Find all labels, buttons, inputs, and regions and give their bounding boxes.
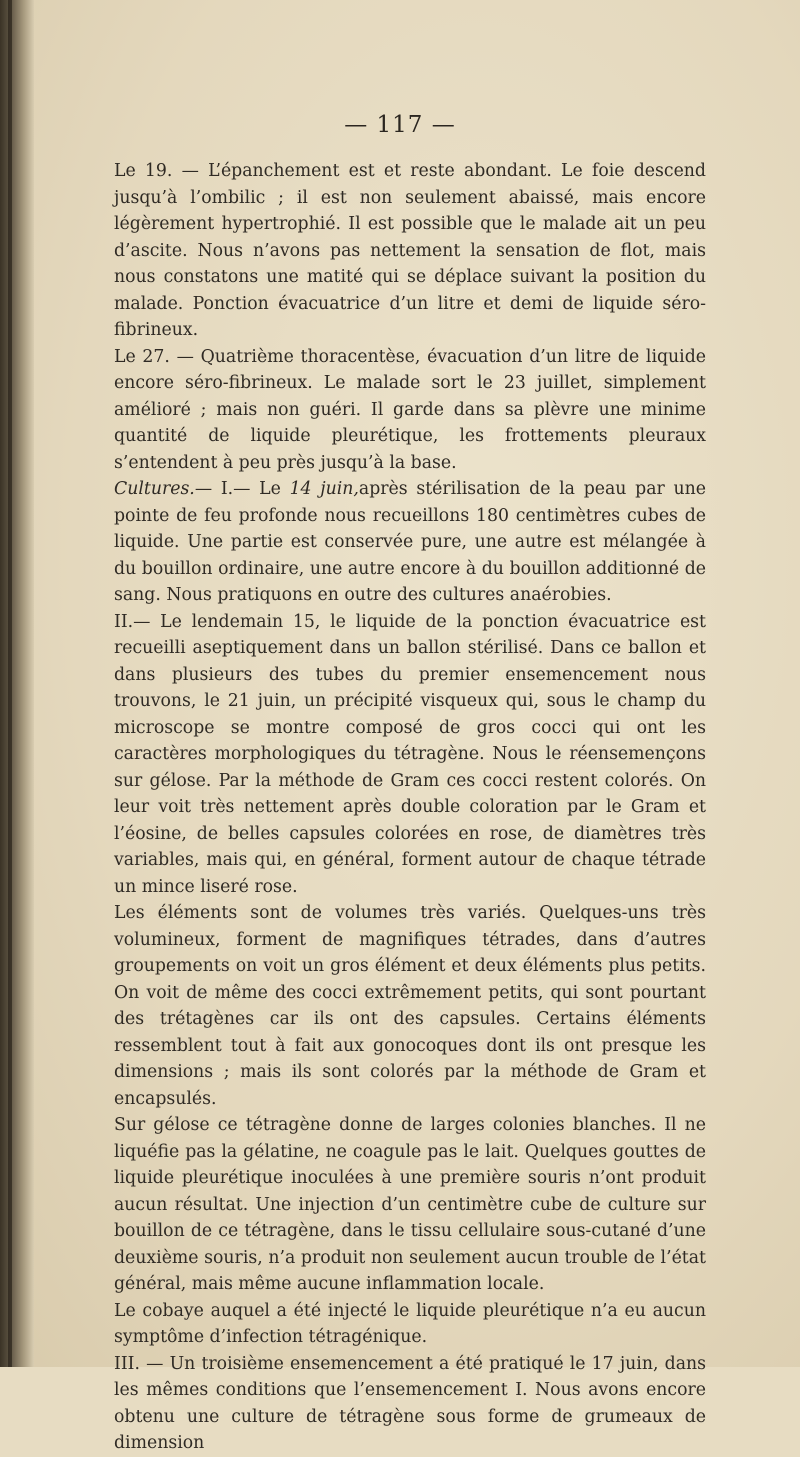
cultures-lead: — I.— Le (194, 479, 290, 499)
page-number: — 117 — (344, 112, 456, 138)
cultures-heading: Cultures. (114, 479, 195, 499)
paragraph-le-27: Le 27. — Quatrième thoracentèse, évacuation d’un litre de liquide encore séro-fibrineux. Le malade sort le 23 juillet, simplement amélioré ; mais non guéri. Il garde dans sa plèvre une minime quantité de liquide pleurétique, les frottements pleuraux s’entendent à peu près jusqu’à la base. (114, 346, 706, 473)
paragraph-elements: Les éléments sont de volumes très variés. Quelques-uns très volumineux, forment de magnifiques tétrades, dans d’autres groupements on voit un gros élément et deux éléments plus petits. On voit de même des cocci extrêmement petits, qui sont pourtant des trétagènes car ils ont des capsules. Certains éléments ressemblent tout à fait aux gonocoques dont ils ont presque les dimensions ; mais ils sont colorés par la méthode de Gram et encapsulés. (114, 903, 706, 1109)
binding-edge (8, 0, 12, 1367)
cultures-text: après stérilisation de la peau par une pointe de feu profonde nous recueillons 180 centimètres cubes de liquide. Une partie est conservée pure, une autre est mélangée à du bouillon ordinaire, une autre encore à du bouillon additionné de sang. Nous pratiquons en outre des cultures anaérobies. (114, 479, 706, 605)
paragraph-gelose: Sur gélose ce tétragène donne de larges colonies blanches. Il ne liquéfie pas la gélatine, ne coagule pas le lait. Quelques gouttes de liquide pleurétique inoculées à une première souris n’ont produit aucun résultat. Une injection d’un centimètre cube de culture sur bouillon de ce tétragène, dans le tissu cellulaire sous-cutané d’une deuxième souris, n’a produit non seulement aucun trouble de l’état général, mais même aucune inflammation locale. (114, 1115, 706, 1294)
paragraph-le-19: Le 19. — L’épanchement est et reste abondant. Le foie descend jusqu’à l’ombilic ; il est non seulement abaissé, mais encore légèrement hypertrophié. Il est possible que le malade ait un peu d’ascite. Nous n’avons pas nettement la sensation de flot, mais nous constatons une matité qui se déplace suivant la position du malade. Ponction évacuatrice d’un litre et demi de liquide séro-fibrineux. (114, 161, 706, 340)
paragraph-cultures (114, 476, 706, 609)
book-spine-shadow (0, 0, 34, 1367)
cultures-date: 14 juin, (289, 479, 359, 499)
paragraph-iii: III. — Un troisième ensemencement a été pratiqué le 17 juin, dans les mêmes conditions que l’ensemencement I. Nous avons encore obtenu une culture de tétragène sous forme de grumeaux de dimension (114, 1353, 706, 1453)
paragraph-cobaye: Le cobaye auquel a été injecté le liquide pleurétique n’a eu aucun symptôme d’infection tétragénique. (114, 1300, 706, 1347)
body-text (114, 158, 706, 1457)
paragraph-ii: II.— Le lendemain 15, le liquide de la ponction évacuatrice est recueilli aseptiquement dans un ballon stérilisé. Dans ce ballon et dans plusieurs des tubes du premier ensemencement nous trouvons, le 21 juin, un précipité visqueux qui, sous le champ du microscope se montre composé de gros cocci qui ont les caractères morphologiques du tétragène. Nous le réensemençons sur gélose. Par la méthode de Gram ces cocci restent colorés. On leur voit très nettement après double coloration par le Gram et l’éosine, de belles capsules colorées en rose, de diamètres très variables, mais qui, en général, forment autour de chaque tétrade un mince liseré rose. (114, 611, 706, 897)
